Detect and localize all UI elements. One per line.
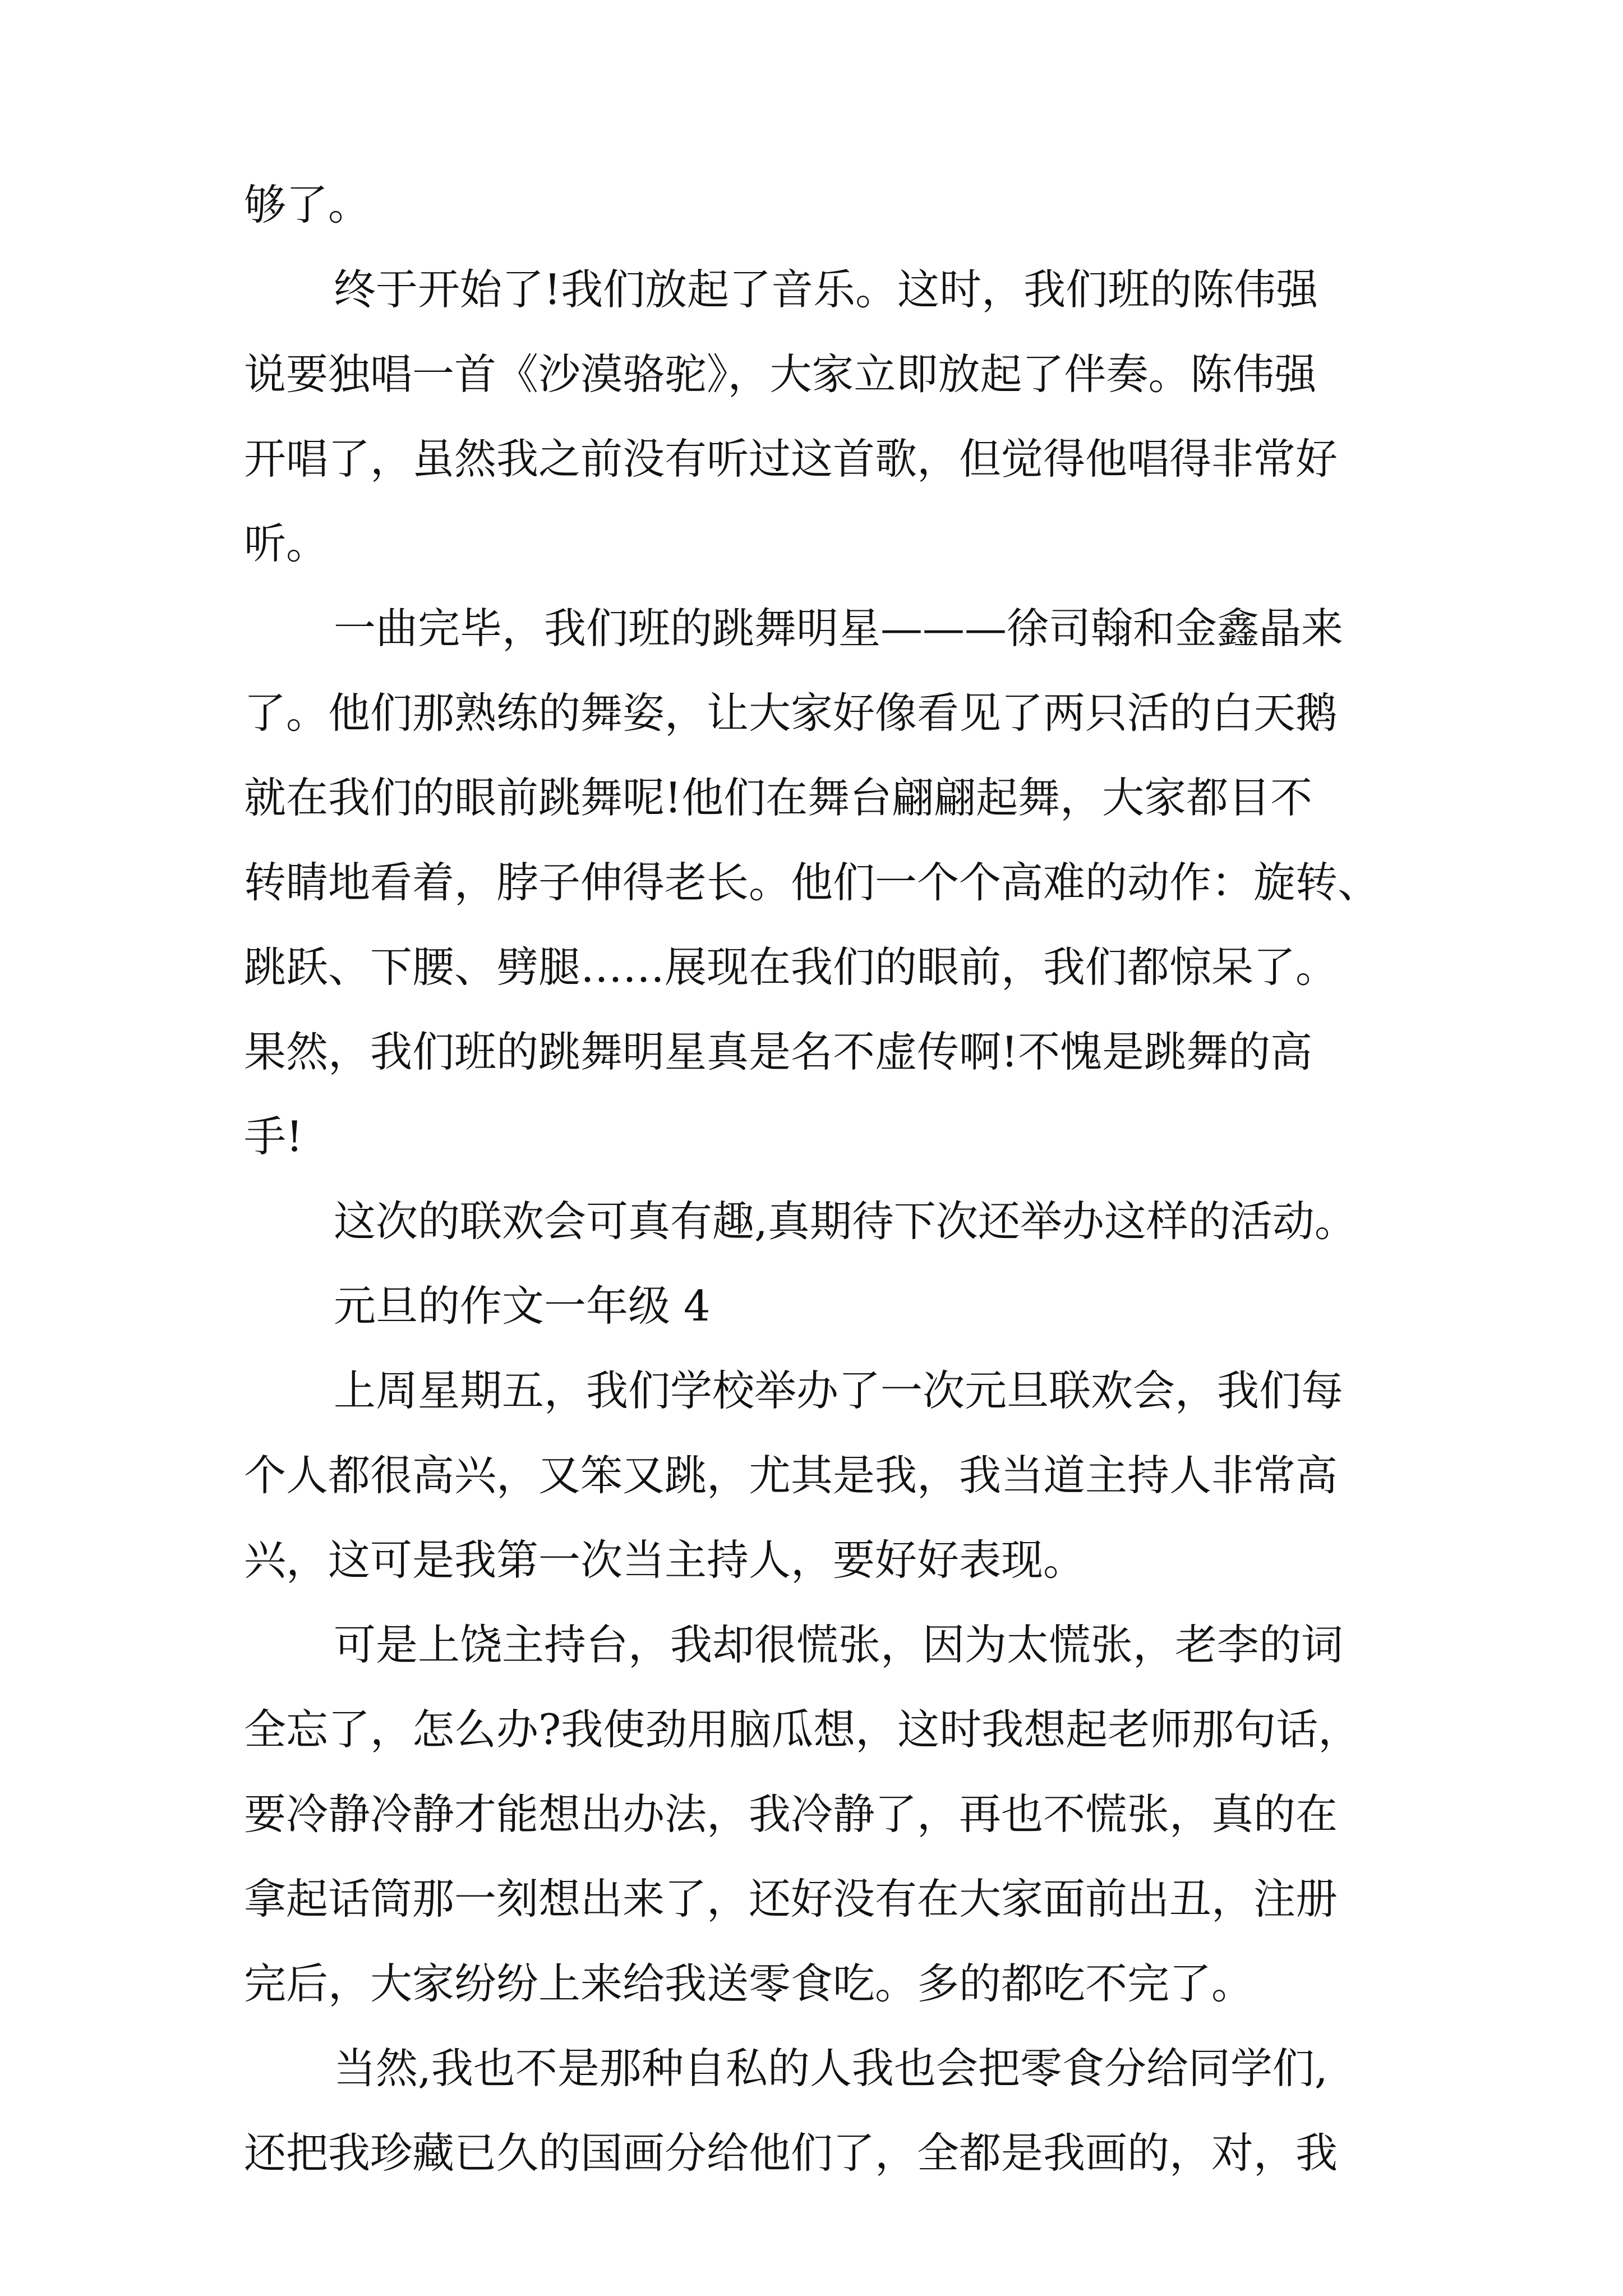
- paragraph-line-15: 上周星期五，我们学校举办了一次元旦联欢会，我们每: [334, 1366, 1344, 1415]
- paragraph-line-24: 还把我珍藏已久的国画分给他们了，全都是我画的，对，我: [244, 2128, 1338, 2178]
- paragraph-line-5: 听。: [244, 519, 329, 568]
- paragraph-line-4: 开唱了，虽然我之前没有听过这首歌，但觉得他唱得非常好: [244, 434, 1338, 484]
- paragraph-line-21: 拿起话筒那一刻想出来了，还好没有在大家面前出丑，注册: [244, 1874, 1338, 1924]
- paragraph-line-20: 要冷静冷静才能想出办法，我冷静了，再也不慌张，真的在: [244, 1789, 1338, 1839]
- paragraph-line-13: 这次的联欢会可真有趣,真期待下次还举办这样的活动。: [334, 1197, 1357, 1246]
- paragraph-line-2: 终于开始了!我们放起了音乐。这时，我们班的陈伟强: [334, 265, 1318, 314]
- paragraph-line-17: 兴，这可是我第一次当主持人，要好好表现。: [244, 1535, 1086, 1585]
- section-heading: 元旦的作文一年级 4: [334, 1281, 711, 1331]
- document-body: [244, 163, 1422, 2196]
- paragraph-line-7: 了。他们那熟练的舞姿，让大家好像看见了两只活的白天鹅: [244, 688, 1338, 738]
- paragraph-line-19: 全忘了，怎么办?我使劲用脑瓜想，这时我想起老师那句话，: [244, 1705, 1361, 1754]
- paragraph-line-3: 说要独唱一首《沙漠骆驼》，大家立即放起了伴奏。陈伟强: [244, 349, 1317, 399]
- paragraph-line-18: 可是上饶主持台，我却很慌张，因为太慌张，老李的词: [334, 1620, 1344, 1669]
- paragraph-line-1: 够了。: [244, 180, 371, 229]
- paragraph-line-11: 果然，我们班的跳舞明星真是名不虚传啊!不愧是跳舞的高: [244, 1027, 1313, 1076]
- paragraph-line-22: 完后，大家纷纷上来给我送零食吃。多的都吃不完了。: [244, 1959, 1254, 2008]
- paragraph-line-12: 手!: [244, 1112, 303, 1161]
- paragraph-line-23: 当然,我也不是那种自私的人我也会把零食分给同学们,: [334, 2044, 1328, 2093]
- paragraph-line-10: 跳跃、下腰、劈腿……展现在我们的眼前，我们都惊呆了。: [244, 942, 1338, 992]
- paragraph-line-8: 就在我们的眼前跳舞呢!他们在舞台翩翩起舞，大家都目不: [244, 773, 1313, 822]
- paragraph-line-16: 个人都很高兴，又笨又跳，尤其是我，我当道主持人非常高: [244, 1451, 1338, 1500]
- paragraph-line-9: 转睛地看着，脖子伸得老长。他们一个个高难的动作：旋转、: [244, 858, 1380, 907]
- paragraph-line-6: 一曲完毕，我们班的跳舞明星———徐司翰和金鑫晶来: [334, 604, 1344, 653]
